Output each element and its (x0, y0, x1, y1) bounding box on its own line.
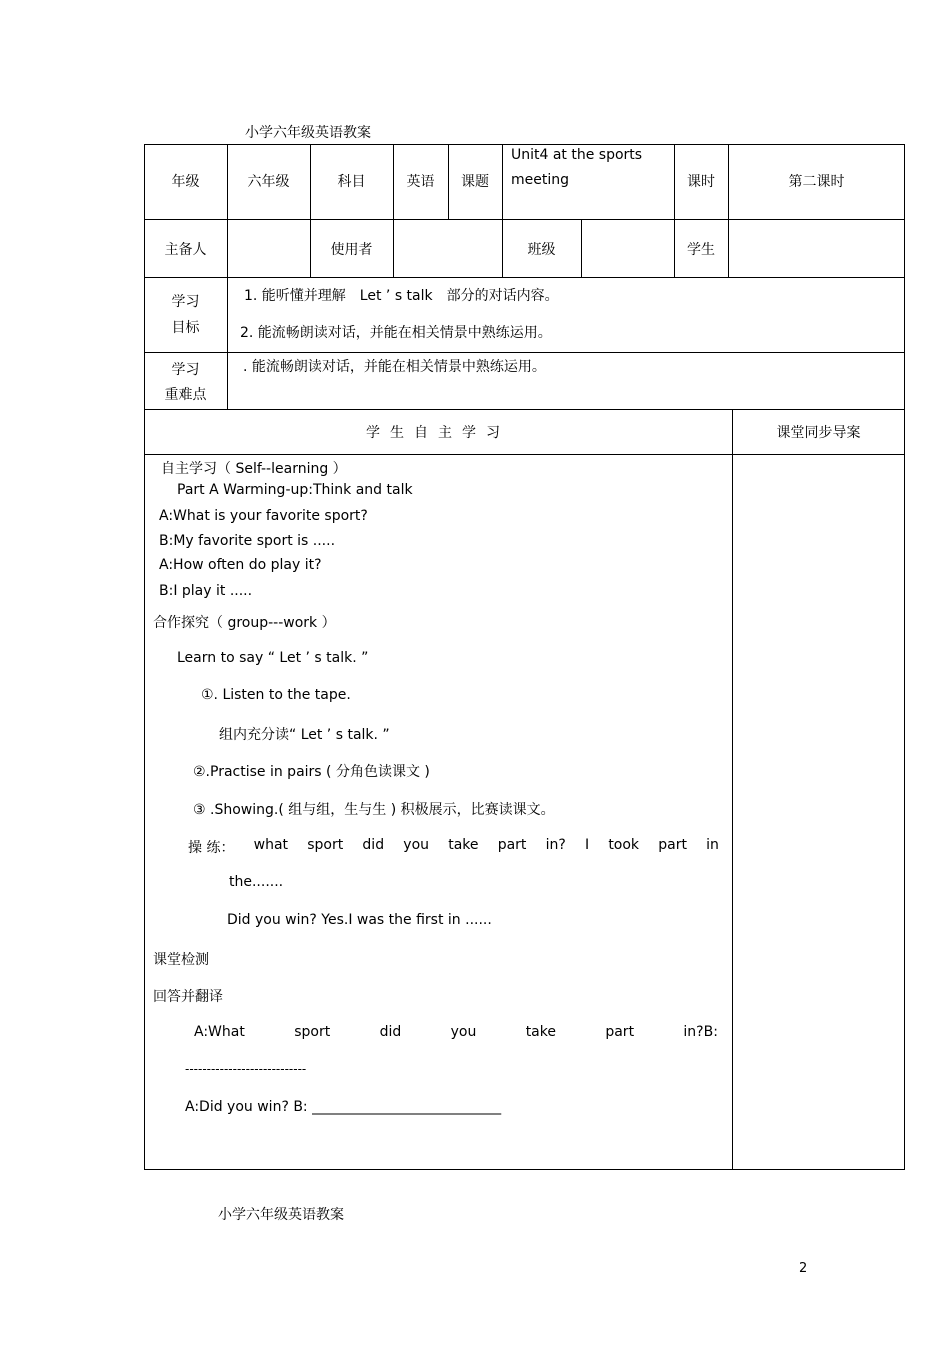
practice-word: what (253, 837, 289, 853)
page-number: 2 (799, 1261, 808, 1276)
practice-word: I (584, 837, 590, 853)
practice-line (188, 837, 719, 857)
class-label: 班级 (527, 242, 556, 258)
grade-value: 六年级 (247, 174, 290, 190)
topic-value-line2: meeting (511, 172, 570, 188)
learn-to-say: Learn to say “ Let ’ s talk. ” (177, 650, 369, 666)
group-work-heading: 合作探究（ group---work ） (153, 615, 336, 631)
topic-value-line1: Unit4 at the sports (511, 147, 643, 163)
dialogue-line: B:I play it ..... (159, 583, 253, 599)
self-study-header: 学生自主学习 (366, 425, 510, 441)
answer-blank-dashes: ---------------------------- (185, 1062, 307, 1076)
practice-word: took (608, 837, 640, 853)
practice-word: 操 练： (188, 840, 235, 856)
practice-continuation: the....... (229, 874, 284, 890)
footer-title: 小学六年级英语教案 (218, 1207, 344, 1223)
subject-value: 英语 (406, 174, 435, 190)
practice-word: did (362, 837, 385, 853)
question-word: take (525, 1024, 556, 1040)
student-label: 学生 (687, 242, 715, 258)
step-3: ③ .Showing.( 组与组，生与生 ) 积极展示，比赛读课文。 (193, 802, 555, 818)
practice-word: in? (545, 837, 566, 853)
goals-label-line2: 目标 (171, 320, 200, 336)
practice-word: take (448, 837, 479, 853)
period-label: 课时 (687, 174, 715, 190)
question-word: A:What (194, 1024, 245, 1040)
practice-word: in (706, 837, 719, 853)
question-word: in?B: (683, 1024, 718, 1040)
question-word: did (379, 1024, 402, 1040)
practice-word: you (403, 837, 430, 853)
dialogue-line: A:What is your favorite sport? (159, 508, 368, 524)
user-label: 使用者 (330, 242, 373, 258)
step-1: ①. Listen to the tape. (201, 687, 351, 703)
practice-word: part (658, 837, 687, 853)
part-a-heading: Part A Warming-up:Think and talk (177, 482, 413, 498)
practice-word: part (497, 837, 527, 853)
question-word: part (605, 1024, 635, 1040)
goals-label-line1: 学习 (171, 294, 200, 310)
dialogue-line: A:How often do play it? (159, 557, 322, 573)
subject-label: 科目 (337, 174, 366, 190)
key-label-line2: 重难点 (164, 387, 207, 403)
question-2-line: A:Did you win? B: ___________________________ (185, 1099, 502, 1115)
topic-label: 课题 (461, 174, 489, 190)
key-text: . 能流畅朗读对话，并能在相关情景中熟练运用。 (243, 359, 546, 375)
step-2: ②.Practise in pairs ( 分角色读课文 ) (193, 764, 430, 780)
goal-1: 1. 能听懂并理解 Let ’ s talk 部分的对话内容。 (244, 288, 559, 304)
practice-question: Did you win? Yes.I was the first in ...... (227, 912, 492, 928)
question-word: you (450, 1024, 477, 1040)
question-1-line (194, 1024, 718, 1040)
classroom-check-heading: 课堂检测 (153, 952, 209, 968)
preparer-label: 主备人 (164, 242, 207, 258)
dialogue-line: B:My favorite sport is ..... (159, 533, 336, 549)
practice-word: sport (307, 837, 344, 853)
step-1-sub: 组内充分读“ Let ’ s talk. ” (219, 727, 390, 743)
goal-2: 2. 能流畅朗读对话，并能在相关情景中熟练运用。 (240, 325, 552, 341)
guide-header: 课堂同步导案 (776, 425, 861, 441)
document-header-title: 小学六年级英语教案 (245, 125, 371, 141)
answer-translate-heading: 回答并翻译 (153, 989, 223, 1005)
self-learning-heading: 自主学习（ Self--learning ） (161, 461, 347, 477)
grade-label: 年级 (171, 174, 200, 190)
question-word: sport (294, 1024, 331, 1040)
period-value: 第二课时 (788, 174, 845, 190)
key-label-line1: 学习 (171, 362, 200, 378)
